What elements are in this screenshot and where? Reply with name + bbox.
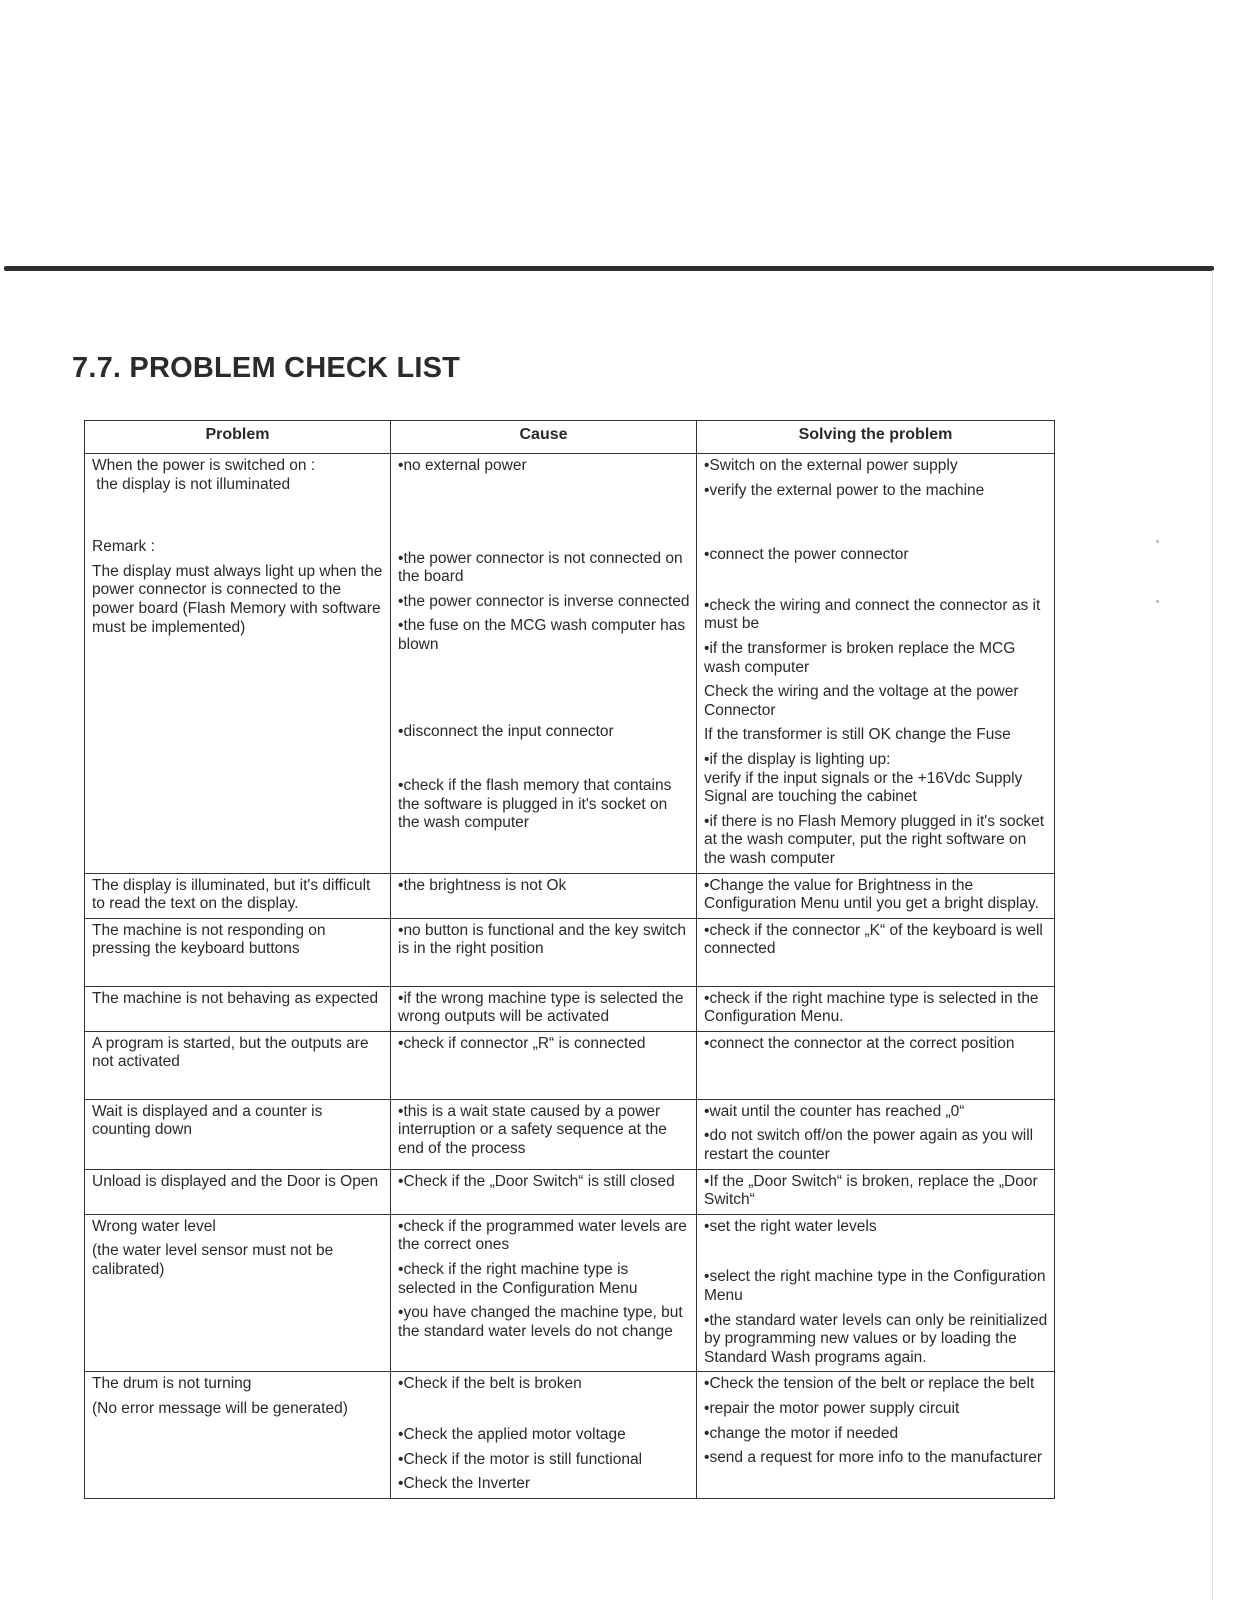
solving-item: Check the wiring and the voltage at the power Connector	[704, 683, 1019, 719]
problem-check-table	[84, 420, 1055, 1499]
remark-label: Remark :	[92, 538, 155, 556]
cause-item: • the power connector is inverse connected	[398, 593, 690, 612]
solving-item: • check the wiring and connect the connector as it must be	[704, 597, 1048, 634]
cause-cell	[391, 1214, 697, 1372]
solving-item: • check if the right machine type is selected in the Configuration Menu.	[704, 990, 1048, 1027]
cause-item: • Check if the „Door Switch“ is still closed	[398, 1173, 690, 1192]
solving-item: If the transformer is still OK change the Fuse	[704, 726, 1011, 744]
solving-cell	[697, 1372, 1055, 1498]
solving-item: • the standard water levels can only be reinitialized by programming new values or by loading the Standard Wash programs again.	[704, 1312, 1048, 1368]
problem-cell	[85, 1372, 391, 1498]
cause-item: • the fuse on the MCG wash computer has blown	[398, 617, 690, 654]
problem-cell	[85, 986, 391, 1031]
problem-text: the display is not illuminated	[92, 475, 291, 493]
table-row	[85, 1031, 1055, 1099]
table-row	[85, 454, 1055, 874]
cause-item: • Check the Inverter	[398, 1475, 690, 1494]
problem-text: The machine is not responding on pressing the keyboard buttons	[92, 921, 326, 958]
solving-item: • connect the connector at the correct position	[704, 1035, 1048, 1054]
solving-cell	[697, 918, 1055, 986]
cause-item: • the brightness is not Ok	[398, 877, 690, 896]
cause-cell	[391, 918, 697, 986]
problem-text: The machine is not behaving as expected	[92, 989, 379, 1007]
problem-cell	[85, 1214, 391, 1372]
cause-item: • the power connector is not connected on the board	[398, 550, 690, 587]
cause-cell	[391, 1031, 697, 1099]
cause-item: • check if connector „R“ is connected	[398, 1035, 690, 1054]
table-row	[85, 873, 1055, 918]
cause-item: • disconnect the input connector	[398, 723, 690, 742]
cause-item: • check if the right machine type is selected in the Configuration Menu	[398, 1261, 690, 1298]
problem-cell	[85, 454, 391, 874]
solving-item: • connect the power connector	[704, 546, 1048, 565]
solving-item: • Change the value for Brightness in the Configuration Menu until you get a bright display.	[704, 877, 1048, 914]
table-row	[85, 1372, 1055, 1498]
scan-speck	[1156, 540, 1159, 543]
problem-cell	[85, 1099, 391, 1169]
cause-cell	[391, 1372, 697, 1498]
table-row	[85, 918, 1055, 986]
solving-cell	[697, 1031, 1055, 1099]
problem-text: The drum is not turning	[92, 1375, 252, 1393]
cause-item: • Check if the belt is broken	[398, 1375, 690, 1394]
cause-item: • you have changed the machine type, but the standard water levels do not change	[398, 1304, 690, 1341]
solving-item: • check if the connector „K“ of the keyboard is well connected	[704, 922, 1048, 959]
table-row	[85, 1169, 1055, 1214]
cause-cell	[391, 1099, 697, 1169]
solving-item: • do not switch off/on the power again as you will restart the counter	[704, 1127, 1048, 1164]
table-row	[85, 1099, 1055, 1169]
solving-item: • wait until the counter has reached „0“	[704, 1103, 1048, 1122]
problem-cell	[85, 918, 391, 986]
cause-cell	[391, 873, 697, 918]
solving-item: • verify the external power to the machine	[704, 482, 1048, 501]
table-row	[85, 986, 1055, 1031]
cause-item: • no external power	[398, 457, 690, 476]
cause-item: • no button is functional and the key switch is in the right position	[398, 922, 690, 959]
solving-item: • select the right machine type in the Configuration Menu	[704, 1268, 1048, 1305]
page-title: 7.7. PROBLEM CHECK LIST	[72, 352, 461, 384]
scan-speck	[1156, 600, 1159, 603]
solving-item: • Check the tension of the belt or replace the belt	[704, 1375, 1048, 1394]
solving-cell	[697, 454, 1055, 874]
table-row	[85, 1214, 1055, 1372]
solving-item: • if the display is lighting up:	[704, 751, 1048, 770]
top-rule	[4, 266, 1214, 271]
solving-item: • If the „Door Switch“ is broken, replace the „Door Switch“	[704, 1173, 1048, 1210]
page-edge	[1212, 270, 1213, 1600]
header-solving: Solving the problem	[697, 421, 1055, 454]
solving-item: verify if the input signals or the +16Vdc Supply Signal are touching the cabinet	[704, 769, 1023, 806]
cause-item: • this is a wait state caused by a power interruption or a safety sequence at the end of the process	[398, 1103, 690, 1159]
solving-item: • set the right water levels	[704, 1218, 1048, 1237]
solving-item: • change the motor if needed	[704, 1425, 1048, 1444]
problem-cell	[85, 873, 391, 918]
header-row	[85, 421, 1055, 454]
problem-text: When the power is switched on :	[92, 457, 316, 474]
problem-cell	[85, 1169, 391, 1214]
cause-item: • Check if the motor is still functional	[398, 1451, 690, 1470]
header-cause: Cause	[391, 421, 697, 454]
problem-text: Wait is displayed and a counter is counting down	[92, 1102, 323, 1139]
problem-text: (the water level sensor must not be calibrated)	[92, 1242, 334, 1279]
header-problem: Problem	[85, 421, 391, 454]
solving-cell	[697, 1169, 1055, 1214]
solving-item: • send a request for more info to the manufacturer	[704, 1449, 1048, 1468]
problem-text: Unload is displayed and the Door is Open	[92, 1172, 379, 1190]
cause-item: • check if the programmed water levels are the correct ones	[398, 1218, 690, 1255]
problem-text: (No error message will be generated)	[92, 1400, 348, 1417]
problem-text: The display is illuminated, but it's difficult to read the text on the display.	[92, 876, 371, 913]
remark-text: The display must always light up when the power connector is connected to the power board (Flash Memory with software must be implemented)	[92, 562, 383, 636]
cause-item: • Check the applied motor voltage	[398, 1426, 690, 1445]
solving-cell	[697, 986, 1055, 1031]
cause-item: • if the wrong machine type is selected the wrong outputs will be activated	[398, 990, 690, 1027]
problem-text: A program is started, but the outputs are not activated	[92, 1034, 369, 1071]
problem-text: Wrong water level	[92, 1217, 216, 1235]
solving-item: • Switch on the external power supply	[704, 457, 1048, 476]
solving-cell	[697, 873, 1055, 918]
problem-cell	[85, 1031, 391, 1099]
solving-cell	[697, 1214, 1055, 1372]
cause-cell	[391, 454, 697, 874]
solving-item: • repair the motor power supply circuit	[704, 1400, 1048, 1419]
solving-item: • if there is no Flash Memory plugged in it's socket at the wash computer, put the right software on the wash computer	[704, 813, 1048, 869]
solving-cell	[697, 1099, 1055, 1169]
solving-item: • if the transformer is broken replace the MCG wash computer	[704, 640, 1048, 677]
cause-item: • check if the flash memory that contains the software is plugged in it's socket on the wash computer	[398, 777, 690, 833]
cause-cell	[391, 986, 697, 1031]
cause-cell	[391, 1169, 697, 1214]
